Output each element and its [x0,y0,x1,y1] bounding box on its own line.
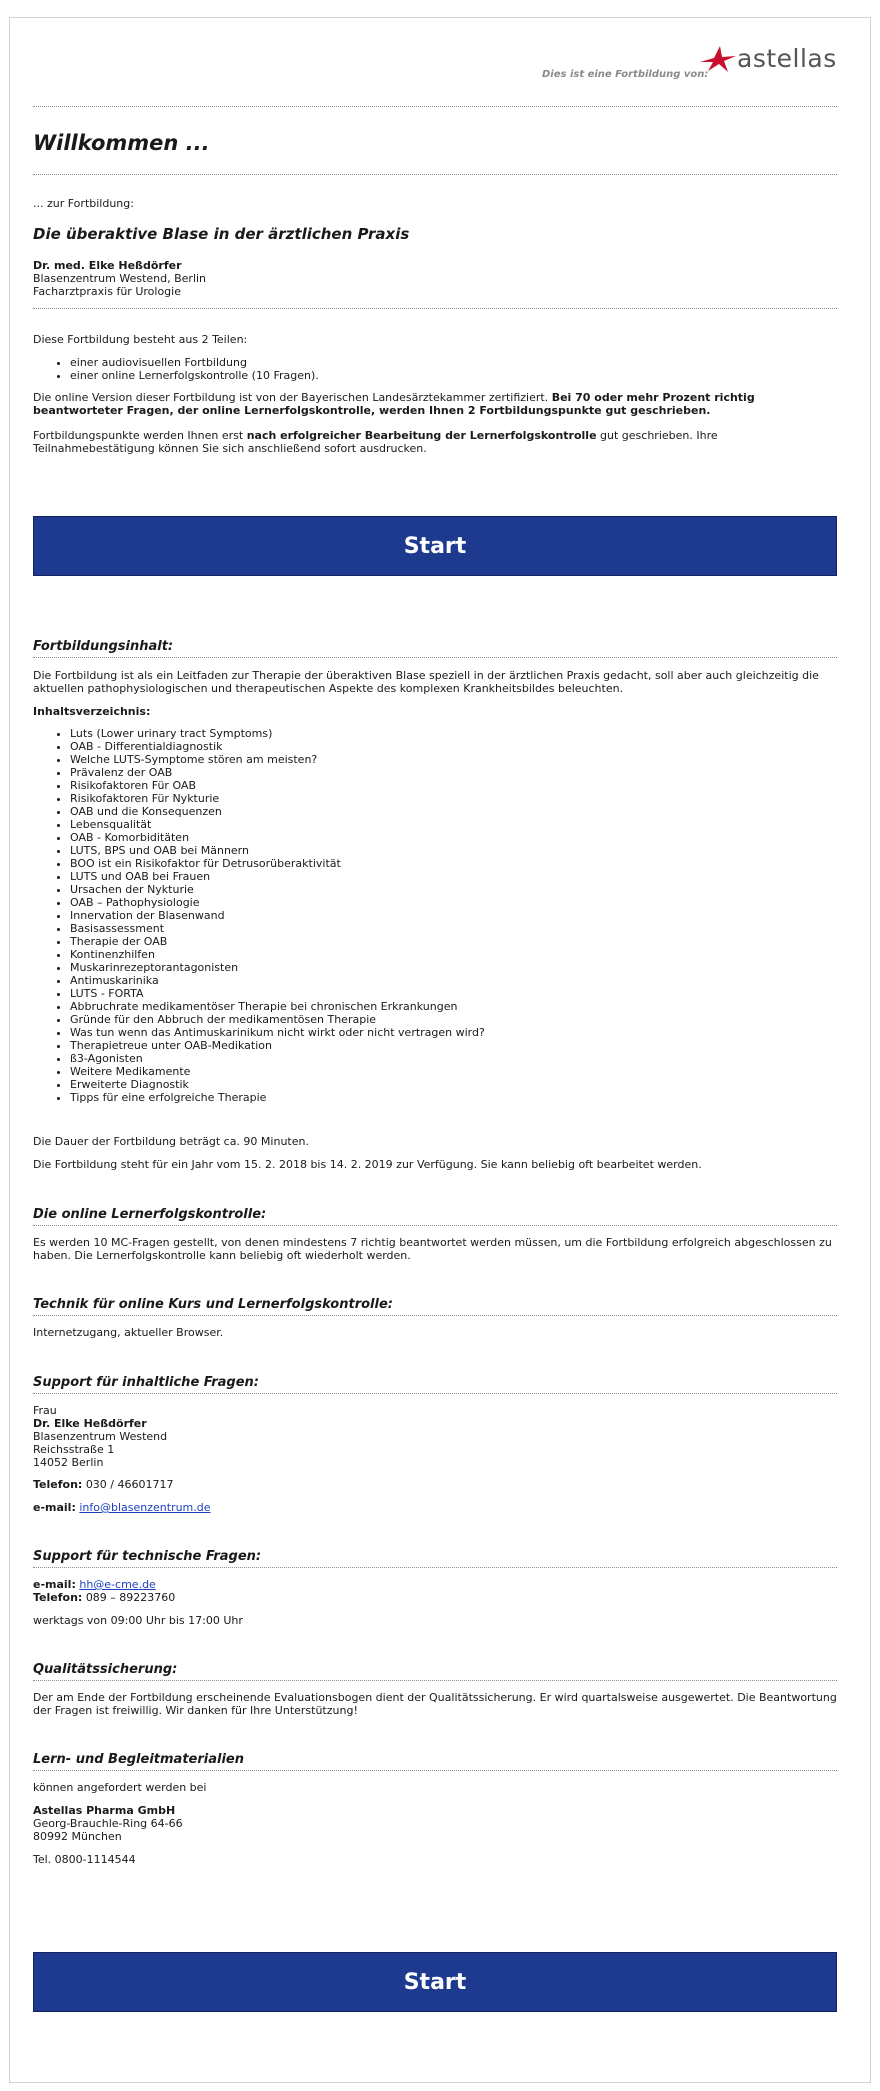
divider [33,308,837,309]
content-description: Die Fortbildung ist als ein Leitfaden zur Therapie der überaktiven Blase speziell in der ärztlichen Praxis gedacht, soll aber auch gleichzeitig die aktuellen pathophysiologischen und therapeutischen Aspekte des komplexen Krankheitsbildes beleuchten. [33,669,819,695]
support-city: 14052 Berlin [33,1456,104,1469]
points-text [33,429,837,455]
toc-item: • Muskarinrezeptorantagonisten [70,961,485,974]
sponsor-tagline: Dies ist eine Fortbildung von: [542,69,709,80]
tech-support-email [33,1578,837,1591]
toc-item: • Prävalenz der OAB [70,766,485,779]
support-salutation: Frau [33,1404,57,1417]
toc-item: • Ursachen der Nykturie [70,883,485,896]
toc-item: • Therapietreue unter OAB-Medikation [70,1039,485,1052]
toc-item: • Risikofaktoren Für OAB [70,779,485,792]
email-link[interactable]: hh@e-cme.de [79,1578,156,1591]
materials-city: 80992 München [33,1830,122,1843]
author-name: Dr. med. Elke Heßdörfer [33,259,182,272]
toc-item: • ß3-Agonisten [70,1052,485,1065]
toc-item: • OAB – Pathophysiologie [70,896,485,909]
tech-text: Internetzugang, aktueller Browser. [33,1326,224,1339]
astellas-star-icon [698,44,738,74]
toc-item: • Erweiterte Diagnostik [70,1078,485,1091]
toc-item: • Basisassessment [70,922,485,935]
start-button-bottom[interactable]: Start [33,1952,837,2012]
parts-list [70,356,319,382]
toc-item: • Gründe für den Abbruch der medikamentösen Therapie [70,1013,485,1026]
toc-item: • OAB - Differentialdiagnostik [70,740,485,753]
certification-text [33,391,837,417]
phone-value: 030 / 46601717 [85,1478,174,1491]
toc-item: • OAB und die Konsequenzen [70,805,485,818]
materials-company: Astellas Pharma GmbH [33,1804,176,1817]
toc-item: • Lebensqualität [70,818,485,831]
section-heading-support-content: Support für inhaltliche Fragen: [33,1375,837,1394]
divider [33,106,837,107]
toc-item: • LUTS - FORTA [70,987,485,1000]
author-affiliation: Blasenzentrum Westend, Berlin [33,272,207,285]
toc-item: • Welche LUTS-Symptome stören am meisten? [70,753,485,766]
section-heading-quality: Qualitätssicherung: [33,1662,837,1681]
certification-bold: Bei 70 oder mehr Prozent richtig beantworteter Fragen, der online Lernerfolgskontrolle, werden Ihnen 2 Fortbildungspunkte gut geschrieben. [33,391,755,417]
parts-intro: Diese Fortbildung besteht aus 2 Teilen: [33,333,248,346]
section-heading-online-check: Die online Lernerfolgskontrolle: [33,1207,837,1226]
intro-text: ... zur Fortbildung: [33,197,134,210]
toc-item: • Innervation der Blasenwand [70,909,485,922]
toc-item: • Was tun wenn das Antimuskarinikum nicht wirkt oder nicht vertragen wird? [70,1026,485,1039]
page-title: Willkommen ... [33,131,210,155]
toc-item: • LUTS, BPS und OAB bei Männern [70,844,485,857]
support-email [33,1501,837,1514]
support-phone [33,1478,837,1491]
materials-street: Georg-Brauchle-Ring 64-66 [33,1817,183,1830]
start-button[interactable]: Start [33,516,837,576]
materials-intro: können angefordert werden bei [33,1781,207,1794]
section-heading-support-tech: Support für technische Fragen: [33,1549,837,1568]
toc-item: • Luts (Lower urinary tract Symptoms) [70,727,485,740]
phone-value: 089 – 89223760 [85,1591,176,1604]
toc-list [70,727,485,1104]
list-item: • einer online Lernerfolgskontrolle (10 Fragen). [70,369,319,382]
section-heading-content: Fortbildungsinhalt: [33,639,837,658]
section-heading-materials: Lern- und Begleitmaterialien [33,1752,837,1771]
section-heading-tech: Technik für online Kurs und Lernerfolgskontrolle: [33,1297,837,1316]
toc-item: • Tipps für eine erfolgreiche Therapie [70,1091,485,1104]
toc-item: • Therapie der OAB [70,935,485,948]
toc-item: • Risikofaktoren Für Nykturie [70,792,485,805]
tech-support-hours: werktags von 09:00 Uhr bis 17:00 Uhr [33,1614,243,1627]
toc-item: • Kontinenzhilfen [70,948,485,961]
support-org: Blasenzentrum Westend [33,1430,168,1443]
toc-item: • BOO ist ein Risikofaktor für Detrusorüberaktivität [70,857,485,870]
toc-item: • OAB - Komorbiditäten [70,831,485,844]
tech-support-phone [33,1591,837,1604]
divider [33,174,837,175]
email-label: e-mail: [33,1578,76,1591]
materials-phone: Tel. 0800-1114544 [33,1853,136,1866]
phone-label: Telefon: [33,1478,83,1491]
duration-text: Die Dauer der Fortbildung beträgt ca. 90 Minuten. [33,1135,309,1148]
course-title: Die überaktive Blase in der ärztlichen Praxis [33,225,410,243]
toc-item: • LUTS und OAB bei Frauen [70,870,485,883]
email-label: e-mail: [33,1501,76,1514]
email-link[interactable]: info@blasenzentrum.de [79,1501,211,1514]
points-plain-2: gut geschrieben. Ihre Teilnahmebestätigung können Sie sich anschließend sofort ausdrucken. [33,429,718,455]
availability-text: Die Fortbildung steht für ein Jahr vom 15. 2. 2018 bis 14. 2. 2019 zur Verfügung. Sie kann beliebig oft bearbeitet werden. [33,1158,702,1171]
toc-item: • Weitere Medikamente [70,1065,485,1078]
toc-item: • Antimuskarinika [70,974,485,987]
online-check-text: Es werden 10 MC-Fragen gestellt, von denen mindestens 7 richtig beantwortet werden müssen, um die Fortbildung erfolgreich abgeschlossen zu haben. Die Lernerfolgskontrolle kann beliebig oft wiederholt werden. [33,1236,832,1262]
list-item: • einer audiovisuellen Fortbildung [70,356,319,369]
toc-title: Inhaltsverzeichnis: [33,705,151,718]
certification-plain: Die online Version dieser Fortbildung ist von der Bayerischen Landesärztekammer zertifiziert. [33,391,549,404]
astellas-logo: astellas [737,44,837,73]
points-bold: nach erfolgreicher Bearbeitung der Lernerfolgskontrolle [246,429,597,442]
author-specialty: Facharztpraxis für Urologie [33,285,181,298]
quality-text: Der am Ende der Fortbildung erscheinende Evaluationsbogen dient der Qualitätssicherung. Er wird quartalsweise ausgewertet. Die Beantwortung der Fragen ist freiwillig. Wir danken für Ihre Unterstützung! [33,1691,837,1717]
support-street: Reichsstraße 1 [33,1443,115,1456]
toc-item: • Abbruchrate medikamentöser Therapie bei chronischen Erkrankungen [70,1000,485,1013]
phone-label: Telefon: [33,1591,83,1604]
points-plain-1: Fortbildungspunkte werden Ihnen erst [33,429,244,442]
support-name: Dr. Elke Heßdörfer [33,1417,147,1430]
